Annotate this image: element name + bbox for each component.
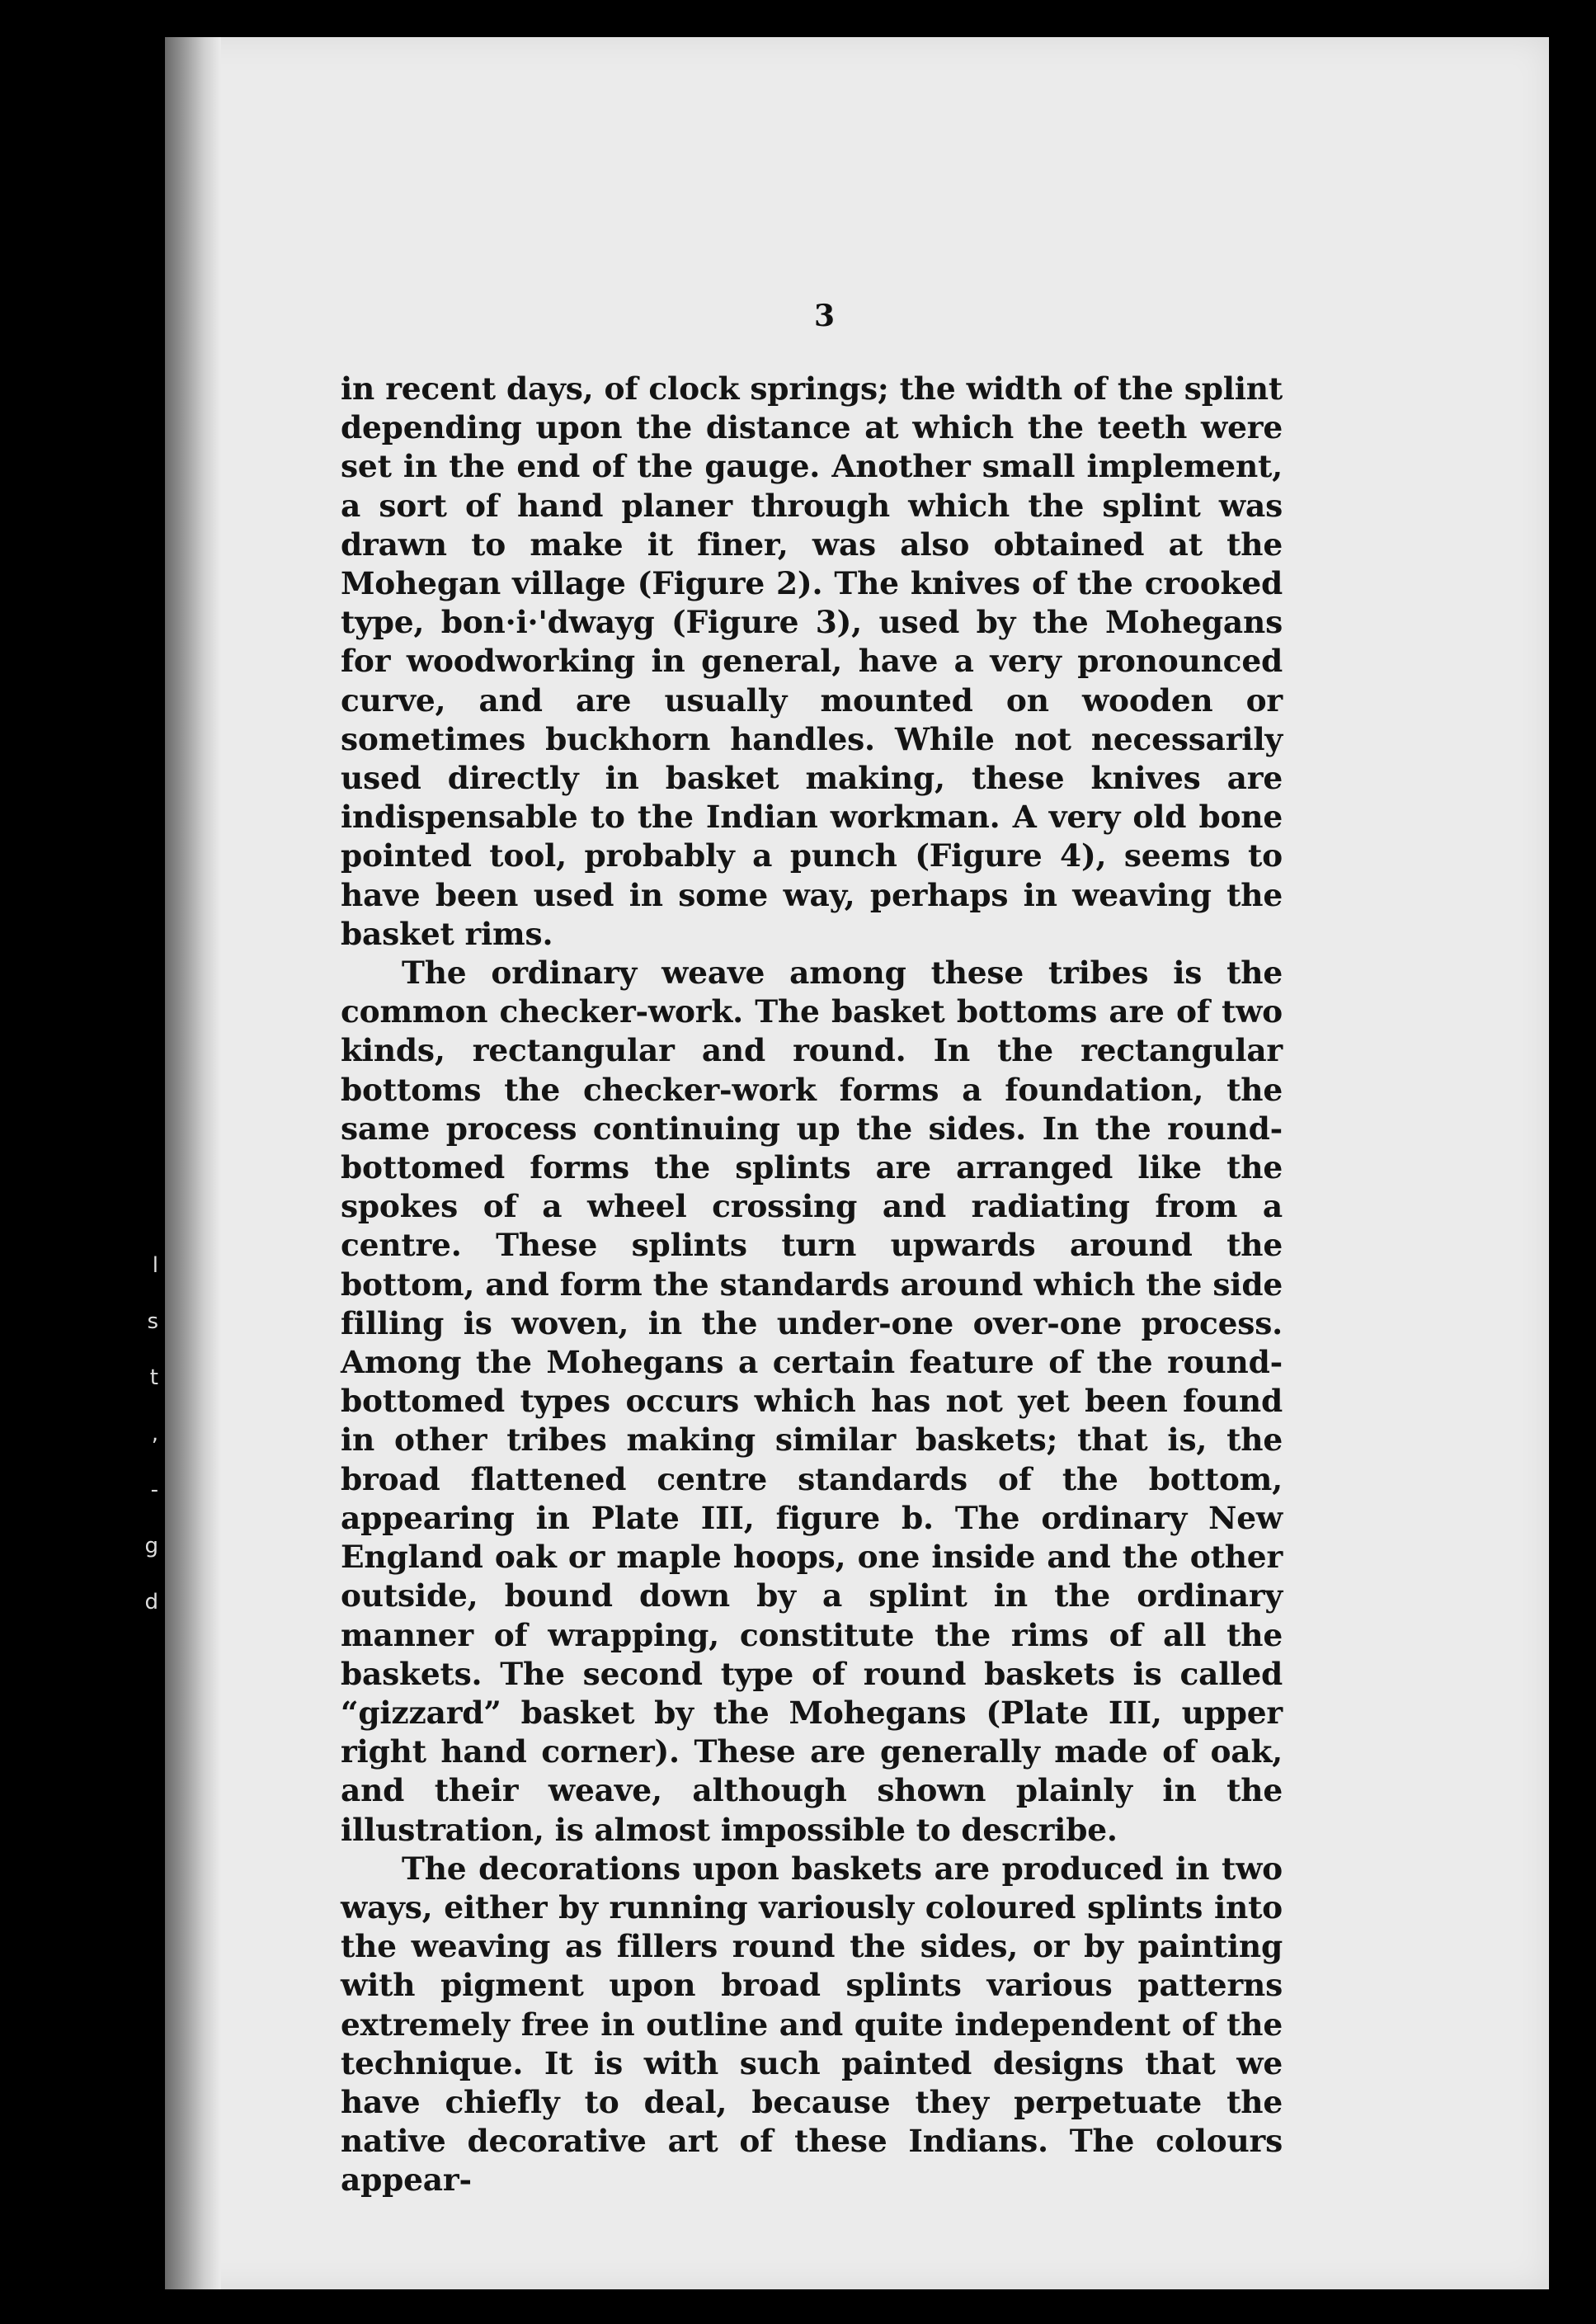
- paragraph-2: The ordinary weave among these tribes is the common checker-work. The basket bottoms are of two kinds, rectangular and round. In the rectangular bottoms the checker-work forms a foundation, the same process continuing up the sides. In the round-bottomed forms the splints are arranged like the spokes of a wheel crossing and radiating from a centre. These splints turn upwards around the bottom, and form the standards around which the side filling is woven, in the under-one over-one process. Among the Mohegans a certain feature of the round-bottomed types occurs which has not yet been found in other tribes making similar baskets; that is, the broad flattened centre standards of the bottom, appearing in Plate III, figure b. The ordinary New England oak or maple hoops, one inside and the other outside, bound down by a splint in the ordinary manner of wrapping, constitute the rims of all the baskets. The second type of round baskets is called “gizzard” basket by the Mohegans (Plate III, upper right hand corner). These are generally made of oak, and their weave, although shown plainly in the illustration, is almost impossible to describe.: [341, 955, 1283, 1848]
- binding-shadow: [165, 37, 221, 2289]
- margin-fragment: t: [149, 1365, 158, 1390]
- paragraph-3: The decorations upon baskets are produced in two ways, either by running variously coloured splints into the weaving as fillers round the sides, or by painting with pigment upon broad splints various patterns extremely free in outline and quite independent of the technique. It is with such painted designs that we have chiefly to deal, because they perpetuate the native decorative art of these Indians. The colours appear-: [341, 1850, 1283, 2199]
- margin-fragment: l: [152, 1253, 158, 1278]
- margin-fragment: -: [150, 1478, 158, 1502]
- facing-page-edge: [0, 0, 165, 2324]
- margin-fragment: s: [147, 1309, 158, 1334]
- margin-fragment: d: [144, 1590, 158, 1615]
- page-number: 3: [814, 299, 836, 333]
- body-text: [341, 370, 1283, 2200]
- margin-fragment: ,: [151, 1421, 158, 1446]
- facing-page-fragments: [144, 1237, 158, 1864]
- paragraph-1: in recent days, of clock springs; the width of the splint depending upon the distance at which the teeth were set in the end of the gauge. Another small implement, a sort of hand planer through which the splint was drawn to make it finer, was also obtained at the Mohegan village (Figure 2). The knives of the crooked type, bon·i·'dwayg (Figure 3), used by the Mohegans for woodworking in general, have a very pronounced curve, and are usually mounted on wooden or sometimes buckhorn handles. While not necessarily used directly in basket making, these knives are indispensable to the Indian workman. A very old bone pointed tool, probably a punch (Figure 4), seems to have been used in some way, perhaps in weaving the basket rims.: [341, 370, 1283, 952]
- margin-fragment: g: [144, 1534, 158, 1558]
